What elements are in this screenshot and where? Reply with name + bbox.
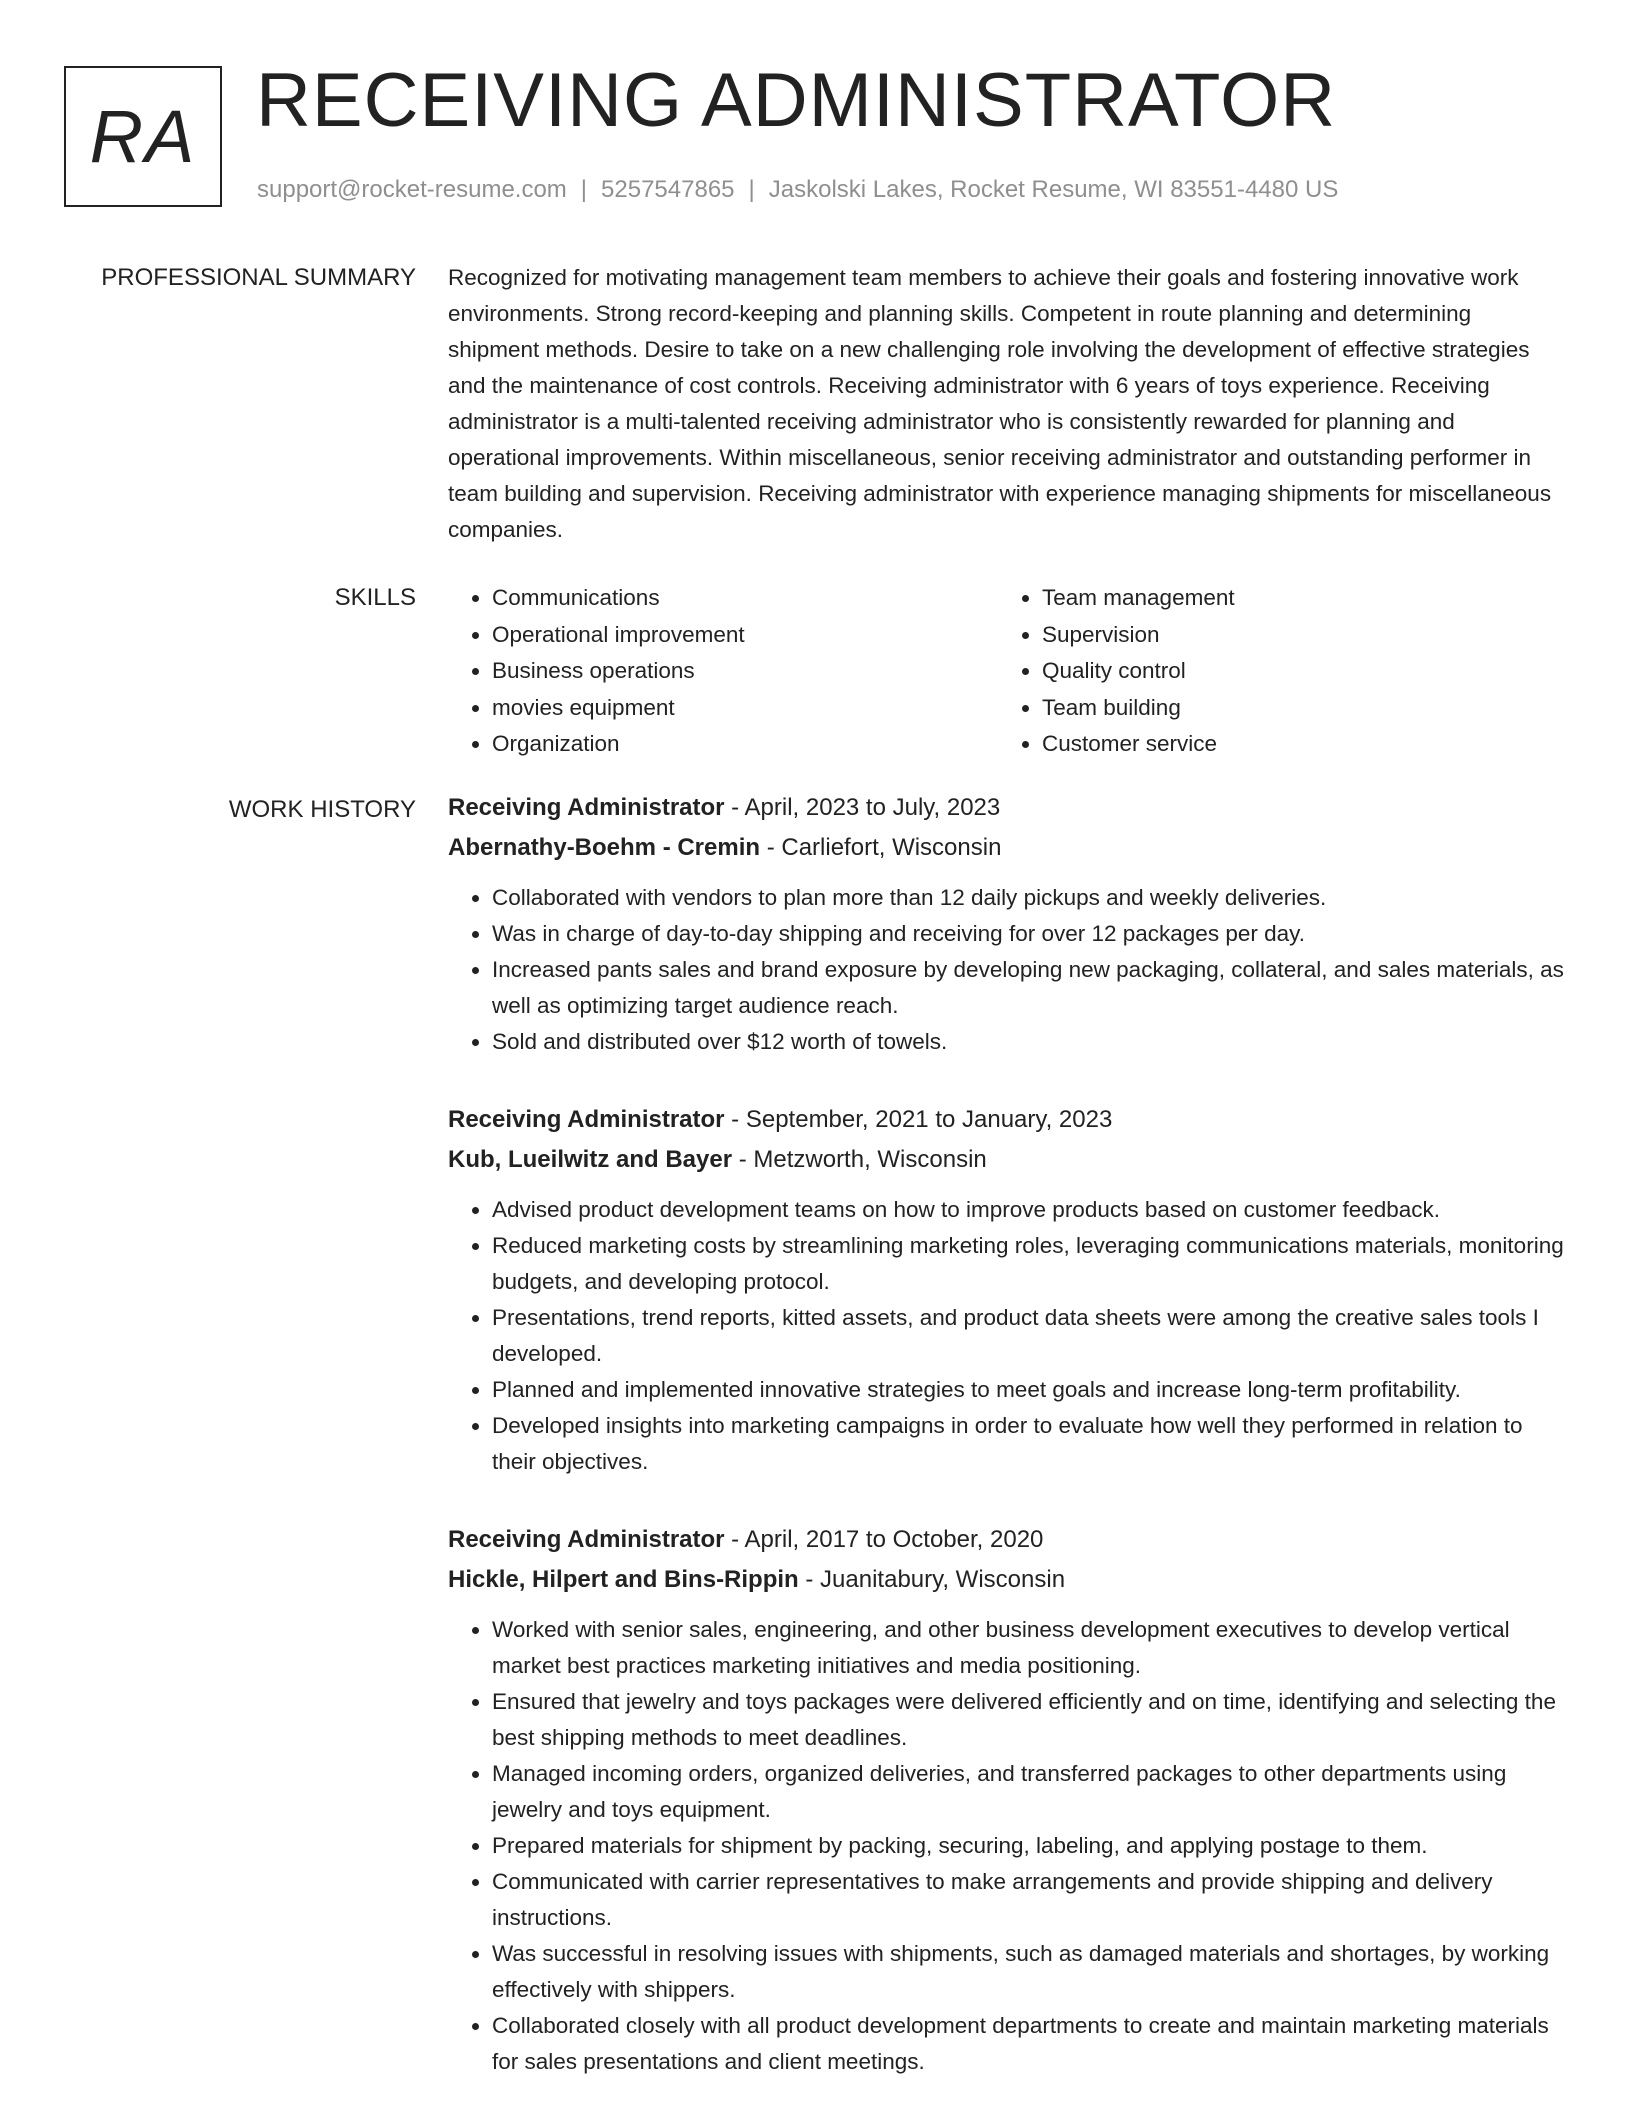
job-bullet: • Developed insights into marketing campaigns in order to evaluate how well they performed in relation to their objectives. [492, 1408, 1568, 1480]
job-company-line [448, 1140, 1568, 1180]
skills-column-left [448, 580, 998, 763]
job-bullet: • Sold and distributed over $12 worth of towels. [492, 1024, 1568, 1060]
skill-item: • Quality control [1042, 653, 1548, 690]
job-title: Receiving Administrator [448, 794, 725, 821]
work-history-body [448, 788, 1568, 2120]
job-location: - Juanitabury, Wisconsin [798, 1566, 1066, 1593]
monogram-box [64, 66, 222, 207]
job-bullet: • Was in charge of day-to-day shipping and receiving for over 12 packages per day. [492, 916, 1568, 952]
job-bullet: • Prepared materials for shipment by packing, securing, labeling, and applying postage to them. [492, 1828, 1568, 1864]
skills-body [448, 580, 1568, 763]
job-bullet: • Communicated with carrier representatives to make arrangements and provide shipping and delivery instructions. [492, 1864, 1568, 1936]
job-dates: - April, 2017 to October, 2020 [724, 1526, 1044, 1553]
contact-separator: | [748, 176, 755, 203]
skill-item: • Supervision [1042, 617, 1548, 654]
skill-item: • Team management [1042, 580, 1548, 617]
job-company: Kub, Lueilwitz and Bayer [448, 1146, 733, 1173]
skill-item: • Customer service [1042, 726, 1548, 763]
job-bullet: • Planned and implemented innovative strategies to meet goals and increase long-term profitability. [492, 1372, 1568, 1408]
monogram-initials: RA [89, 95, 197, 178]
job-title-line [448, 1100, 1568, 1140]
skill-item: • movies equipment [492, 690, 998, 727]
job-bullet: • Worked with senior sales, engineering, and other business development executives to develop vertical market best practices marketing initiatives and media positioning. [492, 1612, 1568, 1684]
job-title: Receiving Administrator [448, 1526, 725, 1553]
job-bullet: • Presentations, trend reports, kitted assets, and product data sheets were among the creative sales tools I developed. [492, 1300, 1568, 1372]
job-dates: - April, 2023 to July, 2023 [724, 794, 1001, 821]
job-entry [448, 1520, 1568, 2080]
contact-email[interactable]: support@rocket-resume.com [257, 176, 567, 203]
job-title: Receiving Administrator [448, 1106, 725, 1133]
job-bullet: • Increased pants sales and brand exposure by developing new packaging, collateral, and sales materials, as well as optimizing target audience reach. [492, 952, 1568, 1024]
job-bullet: • Managed incoming orders, organized deliveries, and transferred packages to other departments using jewelry and toys equipment. [492, 1756, 1568, 1828]
skill-item: • Team building [1042, 690, 1548, 727]
skills-column-right [998, 580, 1548, 763]
job-company-line [448, 828, 1568, 868]
job-bullets [448, 880, 1568, 1060]
job-location: - Carliefort, Wisconsin [760, 834, 1002, 861]
job-bullets [448, 1612, 1568, 2080]
summary-label: PROFESSIONAL SUMMARY [101, 264, 416, 291]
skills-grid [448, 580, 1568, 763]
resume-name: RECEIVING ADMINISTRATOR [256, 58, 1337, 143]
summary-text: Recognized for motivating management team members to achieve their goals and fostering innovative work environments. Strong record-keeping and planning skills. Competent in route planning and determining shipment methods. Desire to take on a new challenging role involving the development of effective strategies and the maintenance of cost controls. Receiving administrator with 6 years of toys experience. Receiving administrator is a multi-talented receiving administrator who is consistently rewarded for planning and operational improvements. Within miscellaneous, senior receiving administrator and outstanding performer in team building and supervision. Receiving administrator with experience managing shipments for miscellaneous companies. [448, 265, 1552, 542]
job-bullet: • Reduced marketing costs by streamlining marketing roles, leveraging communications materials, monitoring budgets, and developing protocol. [492, 1228, 1568, 1300]
work-history-label: WORK HISTORY [228, 796, 416, 823]
job-company: Abernathy-Boehm - Cremin [448, 834, 761, 861]
job-bullet: • Ensured that jewelry and toys packages were delivered efficiently and on time, identifying and selecting the best shipping methods to meet deadlines. [492, 1684, 1568, 1756]
job-entry [448, 788, 1568, 1060]
skills-label: SKILLS [334, 584, 416, 611]
contact-address: Jaskolski Lakes, Rocket Resume, WI 83551-4480 US [768, 176, 1339, 203]
job-company-line [448, 1560, 1568, 1600]
job-bullet: • Was successful in resolving issues with shipments, such as damaged materials and shortages, by working effectively with shippers. [492, 1936, 1568, 2008]
job-company: Hickle, Hilpert and Bins-Rippin [448, 1566, 799, 1593]
skill-item: • Operational improvement [492, 617, 998, 654]
contact-line [257, 174, 1338, 206]
job-bullets [448, 1192, 1568, 1480]
job-dates: - September, 2021 to January, 2023 [724, 1106, 1113, 1133]
contact-phone[interactable]: 5257547865 [601, 176, 735, 203]
contact-separator: | [580, 176, 588, 203]
job-bullet: • Collaborated closely with all product development departments to create and maintain marketing materials for sales presentations and client meetings. [492, 2008, 1568, 2080]
job-bullet: • Collaborated with vendors to plan more than 12 daily pickups and weekly deliveries. [492, 880, 1568, 916]
job-location: - Metzworth, Wisconsin [732, 1146, 987, 1173]
job-title-line [448, 1520, 1568, 1560]
job-title-line [448, 788, 1568, 828]
skill-item: • Organization [492, 726, 998, 763]
skill-item: • Business operations [492, 653, 998, 690]
job-entry [448, 1100, 1568, 1480]
skill-item: • Communications [492, 580, 998, 617]
job-bullet: • Advised product development teams on how to improve products based on customer feedback. [492, 1192, 1568, 1228]
summary-body [448, 260, 1568, 548]
